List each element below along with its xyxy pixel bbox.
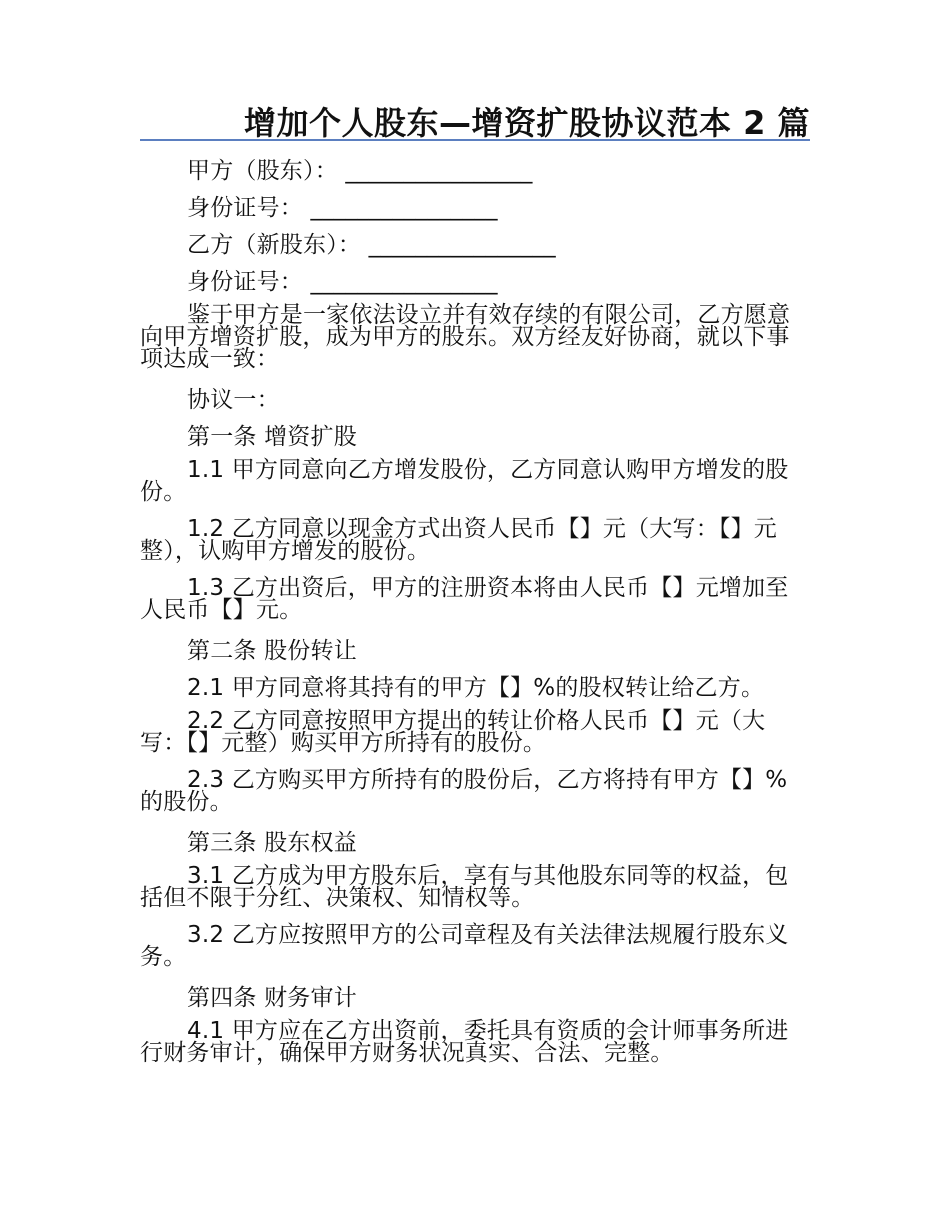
clause-1-1: 1.1 甲方同意向乙方增发股份，乙方同意认购甲方增发的股份。 — [140, 457, 789, 505]
clause-2-2: 2.2 乙方同意按照甲方提出的转让价格人民币【】元（大写：【】元整）购买甲方所持有的股份。 — [140, 708, 766, 756]
party-b-line: 乙方（新股东）： ________________ — [187, 232, 556, 258]
article-heading-4: 第四条 财务审计 — [187, 985, 357, 1011]
clause-4-1: 4.1 甲方应在乙方出资前，委托具有资质的会计师事务所进行财务审计，确保甲方财务状况真实、合法、完整。 — [140, 1018, 789, 1066]
clause-3-1: 3.1 乙方成为甲方股东后，享有与其他股东同等的权益，包括但不限于分红、决策权、知情权等。 — [140, 863, 789, 911]
document-title: 增加个人股东—增资扩股协议范本 2 篇 — [243, 104, 810, 142]
clause-3-2: 3.2 乙方应按照甲方的公司章程及有关法律法规履行股东义务。 — [140, 922, 789, 970]
clause-2-3: 2.3 乙方购买甲方所持有的股份后，乙方将持有甲方【】%的股份。 — [140, 767, 788, 815]
party-b-id-line: 身份证号： ________________ — [187, 269, 498, 295]
clause-1-2: 1.2 乙方同意以现金方式出资人民币【】元（大写：【】元整），认购甲方增发的股份。 — [140, 516, 777, 564]
article-heading-3: 第三条 股东权益 — [187, 830, 357, 856]
article-heading-2: 第二条 股份转让 — [187, 638, 357, 664]
clause-2-1: 2.1 甲方同意将其持有的甲方【】%的股权转让给乙方。 — [187, 675, 765, 701]
party-a-line: 甲方（股东）： ________________ — [187, 158, 533, 184]
preamble-paragraph: 鉴于甲方是一家依法设立并有效存续的有限公司，乙方愿意向甲方增资扩股，成为甲方的股东。双方经友好协商，就以下事项达成一致： — [140, 302, 791, 372]
document-body — [140, 156, 810, 1079]
agreement-heading: 协议一： — [187, 387, 280, 413]
title-underline — [140, 139, 810, 141]
article-heading-1: 第一条 增资扩股 — [187, 424, 357, 450]
clause-1-3: 1.3 乙方出资后，甲方的注册资本将由人民币【】元增加至人民币【】元。 — [140, 575, 789, 623]
party-a-id-line: 身份证号： ________________ — [187, 195, 498, 221]
